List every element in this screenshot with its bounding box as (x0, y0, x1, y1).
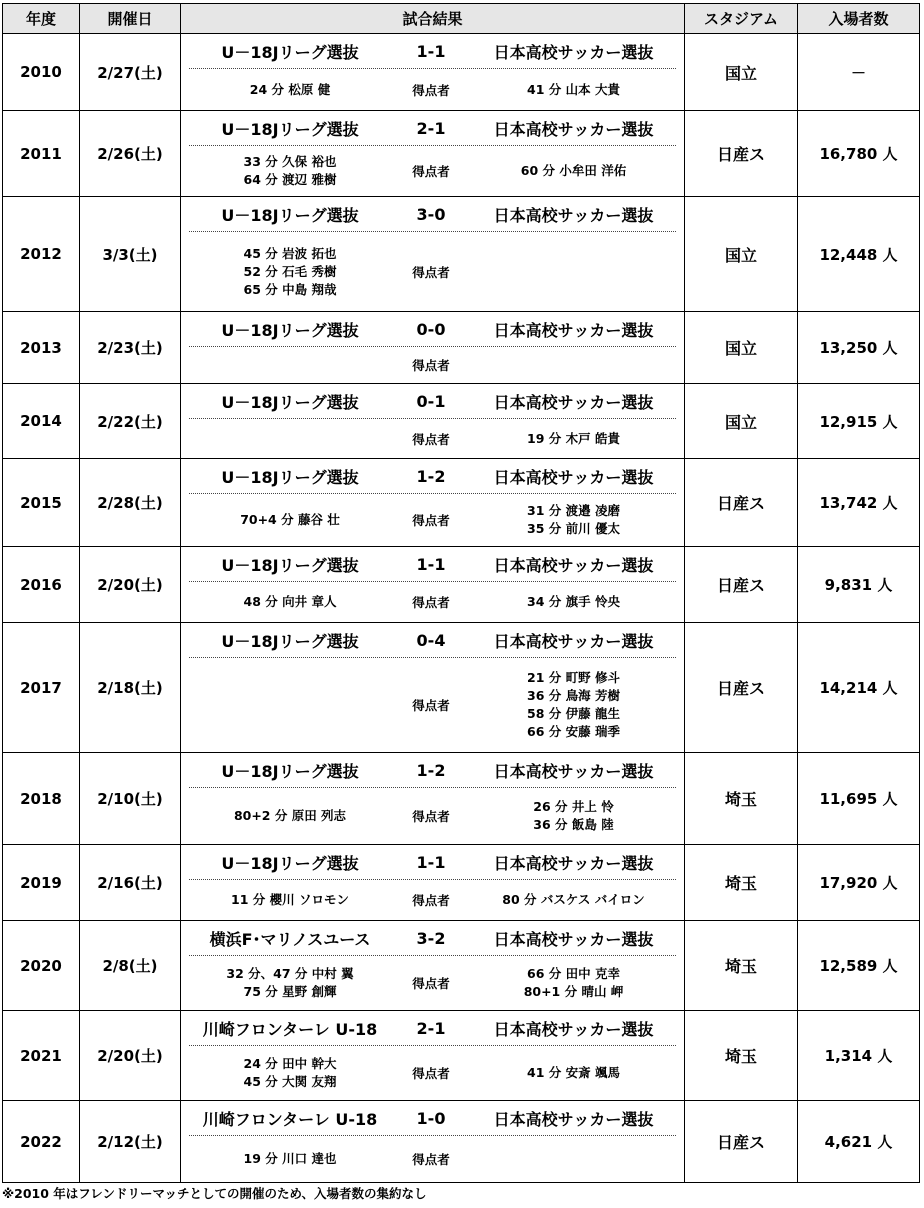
table-row (3, 111, 920, 197)
home-scorers (189, 891, 391, 909)
scorers-row (189, 582, 676, 622)
scorer-entry: 52 分 石毛 秀樹 (243, 263, 337, 279)
year-cell: 2015 (3, 459, 80, 547)
match-cell (181, 1101, 685, 1183)
attendance-cell: 13,742 人 (798, 459, 920, 547)
match-score: 1-1 (416, 41, 446, 61)
away-team: 日本高校サッカー選抜 (493, 555, 654, 575)
stadium-cell: 日産ス (685, 459, 798, 547)
scorer-entry: 33 分 久保 裕也 (243, 154, 337, 169)
match-cell (181, 623, 685, 753)
match-cell (181, 384, 685, 459)
date-cell: 2/8(土) (80, 921, 181, 1011)
stadium-cell: 国立 (685, 384, 798, 459)
home-team: 川崎フロンターレ U-18 (202, 1019, 378, 1039)
scorer-label: 得点者 (412, 264, 450, 280)
scorer-entry: 66 分 田中 克幸 (527, 966, 620, 981)
header-stadium: スタジアム (685, 4, 798, 34)
date-cell: 2/22(土) (80, 384, 181, 459)
scorer-entry: 75 分 星野 創輝 (243, 984, 337, 999)
home-team: U－18Jリーグ選抜 (221, 320, 359, 340)
match-teams (189, 34, 676, 69)
home-scorers (189, 1150, 391, 1168)
scorer-entry: 66 分 安藤 瑞季 (527, 724, 620, 739)
scorer-entry: 65 分 中島 翔哉 (243, 281, 337, 297)
date-cell: 2/12(土) (80, 1101, 181, 1183)
match-teams (189, 753, 676, 788)
table-row (3, 753, 920, 845)
stadium-cell: 国立 (685, 34, 798, 111)
home-team: U－18Jリーグ選抜 (221, 119, 359, 139)
results-table-container (2, 3, 920, 1183)
away-team: 日本高校サッカー選抜 (493, 853, 654, 873)
table-row (3, 459, 920, 547)
away-team: 日本高校サッカー選抜 (493, 1019, 654, 1039)
attendance-cell: 17,920 人 (798, 845, 920, 921)
date-cell: 2/26(土) (80, 111, 181, 197)
stadium-cell: 埼玉 (685, 753, 798, 845)
scorer-label: 得点者 (412, 976, 450, 991)
date-cell: 2/27(土) (80, 34, 181, 111)
home-scorers (189, 511, 391, 529)
date-cell: 2/23(土) (80, 312, 181, 384)
away-scorers (471, 669, 676, 741)
scorers-row (189, 956, 676, 1010)
year-cell: 2022 (3, 1101, 80, 1183)
scorer-entry: 36 分 鳥海 芳樹 (527, 688, 620, 703)
scorers-row (189, 347, 676, 383)
home-scorers (189, 807, 391, 825)
home-team: 川崎フロンターレ U-18 (202, 1109, 378, 1129)
stadium-cell: 国立 (685, 312, 798, 384)
home-scorers (189, 245, 391, 299)
match-cell (181, 921, 685, 1011)
stadium-cell: 国立 (685, 197, 798, 312)
year-cell: 2016 (3, 547, 80, 623)
scorers-row (189, 1046, 676, 1100)
scorer-label: 得点者 (412, 1152, 450, 1167)
scorer-label: 得点者 (412, 431, 450, 447)
scorer-label: 得点者 (412, 164, 450, 179)
attendance-cell: 4,621 人 (798, 1101, 920, 1183)
table-row (3, 1011, 920, 1101)
attendance-cell: 11,695 人 (798, 753, 920, 845)
scorer-entry: 41 分 山本 大貴 (527, 81, 620, 97)
stadium-cell: 埼玉 (685, 845, 798, 921)
table-row (3, 34, 920, 111)
footnote: ※2010 年はフレンドリーマッチとしての開催のため、入場者数の集約なし (2, 1186, 427, 1201)
home-team: U－18Jリーグ選抜 (221, 555, 359, 575)
scorer-entry: 21 分 町野 修斗 (527, 670, 620, 685)
match-teams (189, 1101, 676, 1136)
scorer-entry: 45 分 岩波 拓也 (243, 245, 337, 261)
year-cell: 2014 (3, 384, 80, 459)
away-team: 日本高校サッカー選抜 (493, 119, 654, 139)
away-scorers (471, 430, 676, 448)
home-team: U－18Jリーグ選抜 (221, 761, 359, 781)
scorer-label: 得点者 (412, 82, 450, 98)
match-score: 0-1 (416, 391, 446, 411)
match-cell (181, 547, 685, 623)
scorer-entry: 31 分 渡邉 凌磨 (527, 503, 620, 518)
scorer-label: 得点者 (412, 809, 450, 824)
scorers-row (189, 788, 676, 844)
table-row (3, 197, 920, 312)
scorer-entry: 34 分 旗手 怜央 (527, 594, 620, 609)
scorers-row (189, 146, 676, 196)
away-team: 日本高校サッカー選抜 (493, 761, 654, 781)
scorer-label: 得点者 (412, 513, 450, 528)
stadium-cell: 日産ス (685, 1101, 798, 1183)
away-team: 日本高校サッカー選抜 (493, 1109, 654, 1129)
scorer-label: 得点者 (412, 358, 450, 373)
scorer-label: 得点者 (412, 893, 450, 908)
table-row (3, 623, 920, 753)
date-cell: 3/3(土) (80, 197, 181, 312)
match-score: 1-1 (416, 554, 446, 574)
results-table (2, 3, 920, 1183)
scorer-entry: 48 分 向井 章人 (243, 594, 337, 609)
date-cell: 2/28(土) (80, 459, 181, 547)
match-teams (189, 845, 676, 880)
match-cell (181, 312, 685, 384)
attendance-cell: － (798, 34, 920, 111)
away-scorers (471, 798, 676, 834)
away-team: 日本高校サッカー選抜 (493, 205, 654, 225)
home-scorers (189, 153, 391, 189)
scorers-row (189, 880, 676, 920)
table-row (3, 384, 920, 459)
scorers-row (189, 232, 676, 311)
away-scorers (471, 593, 676, 611)
scorer-entry: 36 分 飯島 陸 (533, 817, 614, 832)
scorer-entry: 80+2 分 原田 列志 (233, 808, 347, 823)
date-cell: 2/20(土) (80, 1011, 181, 1101)
match-teams (189, 384, 676, 419)
match-teams (189, 312, 676, 347)
scorer-entry: 64 分 渡辺 雅樹 (243, 172, 337, 187)
header-row (3, 4, 920, 34)
match-teams (189, 197, 676, 232)
away-team: 日本高校サッカー選抜 (493, 929, 654, 949)
year-cell: 2019 (3, 845, 80, 921)
scorer-label: 得点者 (412, 1066, 450, 1081)
match-teams (189, 459, 676, 494)
stadium-cell: 日産ス (685, 547, 798, 623)
results-body (3, 34, 920, 1183)
year-cell: 2012 (3, 197, 80, 312)
scorer-label: 得点者 (412, 595, 450, 610)
match-score: 0-0 (416, 319, 446, 339)
match-teams (189, 111, 676, 146)
away-team: 日本高校サッカー選抜 (493, 392, 654, 412)
match-teams (189, 1011, 676, 1046)
away-team: 日本高校サッカー選抜 (493, 320, 654, 340)
header-attendance: 入場者数 (798, 4, 920, 34)
year-cell: 2017 (3, 623, 80, 753)
away-scorers (471, 965, 676, 1001)
scorers-row (189, 494, 676, 546)
scorer-entry: 80 分 バスケス バイロン (502, 892, 645, 907)
match-cell (181, 753, 685, 845)
date-cell: 2/10(土) (80, 753, 181, 845)
match-cell (181, 197, 685, 312)
table-row (3, 845, 920, 921)
home-scorers (189, 1055, 391, 1091)
attendance-cell: 12,448 人 (798, 197, 920, 312)
scorers-row (189, 658, 676, 752)
header-date: 開催日 (80, 4, 181, 34)
year-cell: 2021 (3, 1011, 80, 1101)
scorer-entry: 32 分、47 分 中村 翼 (226, 966, 354, 981)
attendance-cell: 9,831 人 (798, 547, 920, 623)
home-team: U－18Jリーグ選抜 (221, 205, 359, 225)
away-team: 日本高校サッカー選抜 (493, 631, 654, 651)
away-team: 日本高校サッカー選抜 (493, 42, 654, 62)
scorer-entry: 80+1 分 晴山 岬 (523, 984, 624, 999)
attendance-cell: 12,589 人 (798, 921, 920, 1011)
home-scorers (189, 81, 391, 99)
match-score: 3-0 (416, 204, 446, 224)
attendance-cell: 12,915 人 (798, 384, 920, 459)
match-cell (181, 845, 685, 921)
stadium-cell: 埼玉 (685, 1011, 798, 1101)
attendance-cell: 13,250 人 (798, 312, 920, 384)
stadium-cell: 埼玉 (685, 921, 798, 1011)
attendance-cell: 14,214 人 (798, 623, 920, 753)
away-scorers (471, 891, 676, 909)
scorer-entry: 19 分 川口 達也 (243, 1151, 337, 1166)
date-cell: 2/16(土) (80, 845, 181, 921)
header-result: 試合結果 (181, 4, 685, 34)
header-year: 年度 (3, 4, 80, 34)
away-team: 日本高校サッカー選抜 (493, 467, 654, 487)
scorer-entry: 41 分 安斎 颯馬 (527, 1065, 620, 1080)
home-scorers (189, 593, 391, 611)
home-team: U－18Jリーグ選抜 (221, 392, 359, 412)
match-teams (189, 623, 676, 658)
table-row (3, 312, 920, 384)
year-cell: 2018 (3, 753, 80, 845)
scorer-entry: 58 分 伊藤 龍生 (527, 706, 620, 721)
year-cell: 2013 (3, 312, 80, 384)
attendance-cell: 1,314 人 (798, 1011, 920, 1101)
match-cell (181, 1011, 685, 1101)
home-team: U－18Jリーグ選抜 (221, 42, 359, 62)
date-cell: 2/18(土) (80, 623, 181, 753)
scorers-row (189, 1136, 676, 1182)
scorer-entry: 60 分 小牟田 洋佑 (520, 163, 627, 178)
scorer-entry: 24 分 松原 健 (249, 81, 331, 97)
table-row (3, 921, 920, 1011)
stadium-cell: 日産ス (685, 623, 798, 753)
match-teams (189, 921, 676, 956)
match-score: 1-1 (416, 852, 446, 872)
scorer-entry: 11 分 櫻川 ソロモン (231, 892, 349, 907)
scorers-row (189, 419, 676, 458)
match-score: 1-2 (416, 466, 446, 486)
scorer-entry: 70+4 分 藤谷 壮 (240, 512, 340, 527)
match-score: 3-2 (416, 928, 446, 948)
away-scorers (471, 502, 676, 538)
year-cell: 2010 (3, 34, 80, 111)
scorer-entry: 26 分 井上 怜 (533, 799, 614, 814)
match-cell (181, 111, 685, 197)
match-teams (189, 547, 676, 582)
home-team: U－18Jリーグ選抜 (221, 467, 359, 487)
scorer-entry: 24 分 田中 幹大 (243, 1056, 337, 1071)
year-cell: 2011 (3, 111, 80, 197)
scorer-label: 得点者 (412, 698, 450, 713)
table-row (3, 547, 920, 623)
match-score: 2-1 (416, 1018, 446, 1038)
away-scorers (471, 162, 676, 180)
match-score: 1-2 (416, 760, 446, 780)
match-cell (181, 459, 685, 547)
match-cell (181, 34, 685, 111)
table-row (3, 1101, 920, 1183)
home-team: 横浜F･マリノスユース (209, 929, 371, 949)
year-cell: 2020 (3, 921, 80, 1011)
away-scorers (471, 81, 676, 99)
match-score: 0-4 (416, 630, 446, 650)
match-score: 1-0 (416, 1108, 446, 1128)
date-cell: 2/20(土) (80, 547, 181, 623)
away-scorers (471, 1064, 676, 1082)
home-team: U－18Jリーグ選抜 (221, 853, 359, 873)
home-team: U－18Jリーグ選抜 (221, 631, 359, 651)
home-scorers (189, 965, 391, 1001)
match-score: 2-1 (416, 118, 446, 138)
scorer-entry: 19 分 木戸 皓貴 (527, 430, 620, 446)
scorer-entry: 35 分 前川 優太 (527, 521, 620, 536)
stadium-cell: 日産ス (685, 111, 798, 197)
scorers-row (189, 69, 676, 110)
scorer-entry: 45 分 大関 友翔 (243, 1074, 337, 1089)
attendance-cell: 16,780 人 (798, 111, 920, 197)
